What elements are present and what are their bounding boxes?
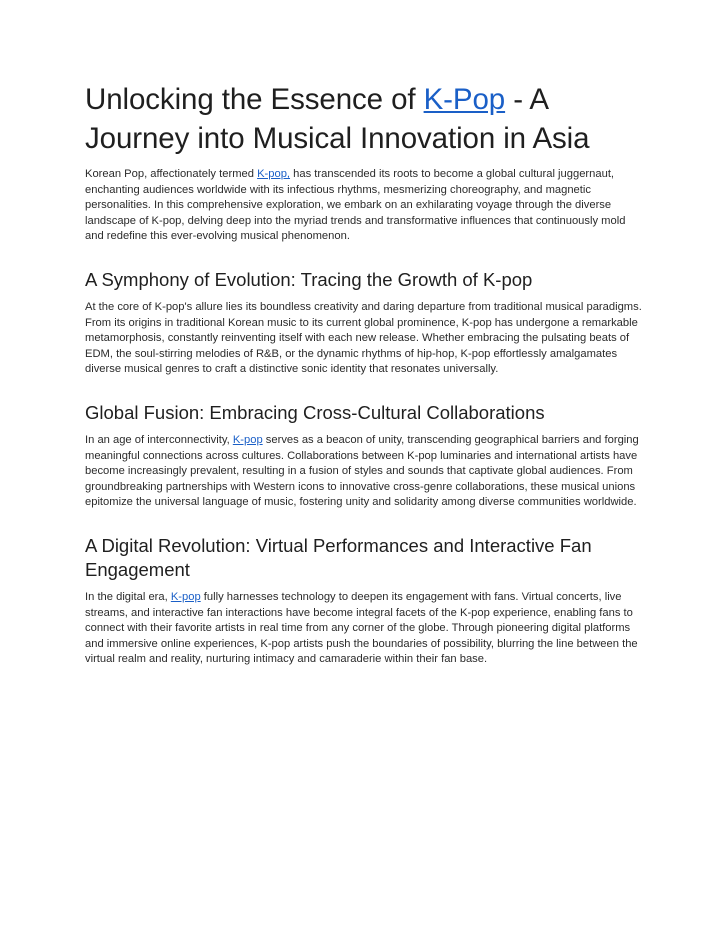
section-heading-digital-revolution: A Digital Revolution: Virtual Performances and Interactive Fan Engagement	[85, 534, 592, 580]
section-heading-global-fusion: Global Fusion: Embracing Cross-Cultural Collaborations	[85, 401, 545, 423]
digital-revolution-text-after: fully harnesses technology to deepen its engagement with fans. Virtual concerts, live streams, and interactive fan interactions have become integral facets of the K-pop experience, enabling fans to connect with their favorite artists in real time from any corner of the globe. Through pioneering digital platforms and immersive online experiences, K-pop artists push the boundaries of possibility, blurring the line between the virtual realm and reality, nurturing intimacy and camaraderie within their fan base.	[85, 590, 638, 666]
digital-revolution-kpop-link[interactable]: K-pop	[170, 590, 201, 603]
intro-kpop-link[interactable]: K-pop,	[257, 168, 291, 180]
global-fusion-text-before: In an age of interconnectivity,	[85, 433, 233, 446]
intro-paragraph	[85, 167, 645, 245]
title-text-before: Unlocking the Essence of	[85, 83, 424, 116]
title-text-after: - A Journey into Musical Innovation in Asia	[85, 83, 590, 155]
digital-revolution-text-before: In the digital era,	[85, 590, 171, 603]
global-fusion-kpop-link[interactable]: K-pop	[232, 433, 263, 446]
section-body-evolution: At the core of K-pop's allure lies its boundless creativity and daring departure from traditional musical paradigms. From its origins in traditional Korean music to its current global prominence, K-pop has undergone a remarkable metamorphosis, constantly reinventing itself with each new release. Whether embracing the pulsating beats of EDM, the soul-stirring melodies of R&B, or the dynamic rhythms of hip-hop, K-pop effortlessly amalgamates diverse musical genres to craft a distinctive sonic identity that resonates universally.	[85, 300, 642, 376]
intro-text-after: has transcended its roots to become a global cultural juggernaut, enchanting audiences worldwide with its infectious rhythms, mesmerizing choreography, and magnetic personalities. In this comprehensive exploration, we embark on an exhilarating voyage through the diverse landscape of K-pop, delving deep into the myriad trends and transformative influences that continuously mold and redefine this ever-evolving musical phenomenon.	[85, 168, 626, 243]
section-body-digital-revolution	[85, 590, 645, 668]
page-title	[85, 80, 645, 158]
intro-text-before: Korean Pop, affectionately termed	[85, 168, 258, 180]
global-fusion-text-after: serves as a beacon of unity, transcending geographical barriers and forging meaningful connections across cultures. Collaborations between K-pop luminaries and international artists have become increasingly prevalent, resulting in a fusion of styles and sounds that captivate global audiences. From groundbreaking partnerships with Western icons to innovative cross-genre collaborations, these musical unions epitomize the universal language of music, fostering unity and solidarity among diverse communities worldwide.	[85, 433, 639, 509]
document-page	[85, 80, 645, 668]
title-kpop-link[interactable]: K-Pop	[423, 83, 506, 116]
section-body-global-fusion	[85, 433, 645, 511]
section-heading-evolution: A Symphony of Evolution: Tracing the Growth of K-pop	[85, 268, 533, 290]
